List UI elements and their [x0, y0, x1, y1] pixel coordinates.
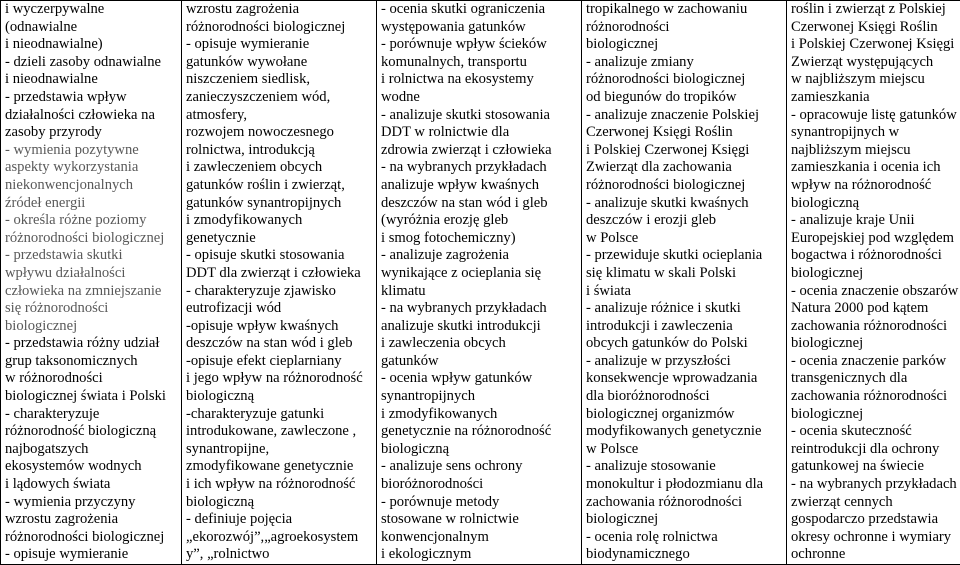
- text-line: grup taksonomicznych: [5, 353, 179, 371]
- text-line: reintrodukcji dla ochrony: [791, 441, 960, 459]
- text-line: gatunków roślin i zwierząt,: [186, 177, 374, 195]
- text-line: i wyczerpywalne: [5, 1, 179, 19]
- text-line: od biegunów do tropików: [586, 89, 784, 107]
- text-line: i nieodnawialne: [5, 71, 179, 89]
- text-line: i świata: [586, 283, 784, 301]
- text-line: introdukcji i zawleczenia: [586, 318, 784, 336]
- text-line: - analizuje kraje Unii: [791, 212, 960, 230]
- text-line: Europejskiej pod względem: [791, 230, 960, 248]
- text-line: - na wybranych przykładach: [381, 300, 579, 318]
- text-line: - porównuje wpływ ścieków: [381, 36, 579, 54]
- text-line: (odnawialne: [5, 19, 179, 37]
- text-line: - przedstawia wpływ: [5, 89, 179, 107]
- text-line: różnorodności biologicznej: [586, 177, 784, 195]
- text-line: wodne: [381, 89, 579, 107]
- text-line: komunalnych, transportu: [381, 54, 579, 72]
- text-line: - analizuje zmiany: [586, 54, 784, 72]
- text-line: DDT dla zwierząt i człowieka: [186, 265, 374, 283]
- text-line: - opisuje wymieranie: [186, 36, 374, 54]
- text-line: różnorodności biologicznej: [5, 529, 179, 547]
- text-line: - porównuje metody: [381, 494, 579, 512]
- text-line: i rolnictwa na ekosystemy: [381, 71, 579, 89]
- text-line: wpływ na różnorodność: [791, 177, 960, 195]
- table-row: [1, 1, 960, 565]
- text-line: i zmodyfikowanych: [381, 406, 579, 424]
- text-line: Zwierząt występujących: [791, 54, 960, 72]
- text-line: Czerwonej Księgi Roślin: [791, 19, 960, 37]
- text-line: niszczeniem siedlisk,: [186, 71, 374, 89]
- text-line: okresy ochronne i wymiary: [791, 529, 960, 547]
- text-line: - ocenia skutki ograniczenia: [381, 1, 579, 19]
- text-line: i zawleczenia obcych: [381, 335, 579, 353]
- text-line: i Polskiej Czerwonej Księgi: [791, 36, 960, 54]
- text-line: i zawleczeniem obcych: [186, 159, 374, 177]
- column-5-cell: [787, 1, 960, 565]
- text-line: deszczów na stan wód i gleb: [381, 195, 579, 213]
- text-line: - charakteryzuje zjawisko: [186, 283, 374, 301]
- text-line: - analizuje zagrożenia: [381, 247, 579, 265]
- text-line: rozwojem nowoczesnego: [186, 124, 374, 142]
- text-line: bioróżnorodności: [381, 476, 579, 494]
- text-line: w różnorodności: [5, 370, 179, 388]
- text-line: biologiczną: [381, 441, 579, 459]
- text-line: genetycznie: [186, 230, 374, 248]
- text-line: konsekwencje wprowadzania: [586, 370, 784, 388]
- text-line: gatunków synantropijnych: [186, 195, 374, 213]
- text-line: gatunków wywołane: [186, 54, 374, 72]
- text-line: biologicznej: [791, 406, 960, 424]
- text-line: - analizuje stosowanie: [586, 458, 784, 476]
- text-line: - analizuje sens ochrony: [381, 458, 579, 476]
- text-line: biologicznej: [586, 511, 784, 529]
- text-line: - opisuje skutki stosowania: [186, 247, 374, 265]
- text-line: zdrowia zwierząt i człowieka: [381, 142, 579, 160]
- text-line: klimatu: [381, 283, 579, 301]
- text-line: biodynamicznego: [586, 546, 784, 564]
- text-line: wzrostu zagrożenia: [5, 511, 179, 529]
- text-line: - na wybranych przykładach: [791, 476, 960, 494]
- text-line: modyfikowanych genetycznie: [586, 423, 784, 441]
- text-line: zwierząt cennych: [791, 494, 960, 512]
- text-line: różnorodności: [586, 19, 784, 37]
- text-line: wzrostu zagrożenia: [186, 1, 374, 19]
- column-2-cell: [182, 1, 377, 565]
- text-line: - analizuje skutki kwaśnych: [586, 195, 784, 213]
- text-line: - ocenia wpływ gatunków: [381, 370, 579, 388]
- text-line: i jego wpływ na różnorodność: [186, 370, 374, 388]
- text-line: różnorodności biologicznej: [5, 230, 179, 248]
- text-line: - ocenia rolę rolnictwa: [586, 529, 784, 547]
- text-line: się różnorodności: [5, 300, 179, 318]
- column-4-cell: [582, 1, 787, 565]
- text-line: działalności człowieka na: [5, 107, 179, 125]
- text-line: zasoby przyrody: [5, 124, 179, 142]
- text-line: - definiuje pojęcia: [186, 511, 374, 529]
- text-line: -opisuje efekt cieplarniany: [186, 353, 374, 371]
- text-line: DDT w rolnictwie dla: [381, 124, 579, 142]
- text-line: bogactwa i różnorodności: [791, 247, 960, 265]
- text-line: zamieszkania i ocenia ich: [791, 159, 960, 177]
- text-line: niekonwencjonalnych: [5, 177, 179, 195]
- text-line: się klimatu w skali Polski: [586, 265, 784, 283]
- text-line: i nieodnawialne): [5, 36, 179, 54]
- text-line: różnorodności biologicznej: [586, 71, 784, 89]
- text-line: gospodarczo przedstawia: [791, 511, 960, 529]
- text-line: - ocenia skuteczność: [791, 423, 960, 441]
- text-line: - ocenia znaczenie parków: [791, 353, 960, 371]
- text-line: biologicznej: [586, 36, 784, 54]
- text-line: analizuje wpływ kwaśnych: [381, 177, 579, 195]
- text-line: - wymienia pozytywne: [5, 142, 179, 160]
- text-line: obcych gatunków do Polski: [586, 335, 784, 353]
- text-line: biologicznej: [791, 265, 960, 283]
- text-line: - na wybranych przykładach: [381, 159, 579, 177]
- text-line: - wymienia przyczyny: [5, 494, 179, 512]
- text-line: dla bioróżnorodności: [586, 388, 784, 406]
- text-line: gatunków: [381, 353, 579, 371]
- text-line: - analizuje skutki stosowania: [381, 107, 579, 125]
- text-line: w Polsce: [586, 230, 784, 248]
- text-line: y”, „rolnictwo: [186, 546, 374, 564]
- text-line: różnorodność biologiczną: [5, 423, 179, 441]
- text-line: biologiczną: [791, 195, 960, 213]
- text-line: Zwierząt dla zachowania: [586, 159, 784, 177]
- text-line: wynikające z ocieplania się: [381, 265, 579, 283]
- text-line: ochronne: [791, 546, 960, 564]
- text-line: - charakteryzuje: [5, 406, 179, 424]
- text-line: - analizuje znaczenie Polskiej: [586, 107, 784, 125]
- text-line: genetycznie na różnorodność: [381, 423, 579, 441]
- text-line: - analizuje różnice i skutki: [586, 300, 784, 318]
- text-line: i zmodyfikowanych: [186, 212, 374, 230]
- text-line: introdukowane, zawleczone ,: [186, 423, 374, 441]
- text-line: biologicznej: [791, 335, 960, 353]
- text-line: zamieszkania: [791, 89, 960, 107]
- text-line: - opisuje wymieranie: [5, 546, 179, 564]
- text-line: -charakteryzuje gatunki: [186, 406, 374, 424]
- text-line: Natura 2000 pod kątem: [791, 300, 960, 318]
- column-3-cell: [377, 1, 582, 565]
- text-line: człowieka na zmniejszanie: [5, 283, 179, 301]
- text-line: źródeł energii: [5, 195, 179, 213]
- column-1-cell: [1, 1, 182, 565]
- text-line: najbogatszych: [5, 441, 179, 459]
- text-line: tropikalnego w zachowaniu: [586, 1, 784, 19]
- text-line: aspekty wykorzystania: [5, 159, 179, 177]
- text-line: - określa różne poziomy: [5, 212, 179, 230]
- text-line: deszczów i erozji gleb: [586, 212, 784, 230]
- text-line: synantropijnych w: [791, 124, 960, 142]
- text-line: zachowania różnorodności: [586, 494, 784, 512]
- text-line: - przewiduje skutki ocieplania: [586, 247, 784, 265]
- text-line: zmodyfikowane genetycznie: [186, 458, 374, 476]
- text-line: i lądowych świata: [5, 476, 179, 494]
- text-line: „ekorozwój”,„agroekosystem: [186, 529, 374, 547]
- text-line: - ocenia znaczenie obszarów: [791, 283, 960, 301]
- text-line: biologiczną: [186, 494, 374, 512]
- text-line: analizuje skutki introdukcji: [381, 318, 579, 336]
- text-line: w najbliższym miejscu: [791, 71, 960, 89]
- text-line: i ekologicznym: [381, 546, 579, 564]
- text-line: - dzieli zasoby odnawialne: [5, 54, 179, 72]
- text-line: różnorodności biologicznej: [186, 19, 374, 37]
- text-line: występowania gatunków: [381, 19, 579, 37]
- text-line: zachowania różnorodności: [791, 388, 960, 406]
- text-line: - przedstawia skutki: [5, 247, 179, 265]
- text-line: zachowania różnorodności: [791, 318, 960, 336]
- text-line: monokultur i płodozmianu dla: [586, 476, 784, 494]
- text-line: gatunkowej na świecie: [791, 458, 960, 476]
- text-line: zanieczyszczeniem wód,: [186, 89, 374, 107]
- text-line: biologicznej organizmów: [586, 406, 784, 424]
- text-line: w Polsce: [586, 441, 784, 459]
- text-line: Czerwonej Księgi Roślin: [586, 124, 784, 142]
- text-line: -opisuje wpływ kwaśnych: [186, 318, 374, 336]
- text-line: deszczów na stan wód i gleb: [186, 335, 374, 353]
- text-line: transgenicznych dla: [791, 370, 960, 388]
- text-line: konwencjonalnym: [381, 529, 579, 547]
- text-line: synantropijnych: [381, 388, 579, 406]
- text-line: eutrofizacji wód: [186, 300, 374, 318]
- text-line: stosowane w rolnictwie: [381, 511, 579, 529]
- text-line: i Polskiej Czerwonej Księgi: [586, 142, 784, 160]
- text-line: i ich wpływ na różnorodność: [186, 476, 374, 494]
- text-line: biologicznej: [5, 318, 179, 336]
- text-line: wpływu działalności: [5, 265, 179, 283]
- text-line: roślin i zwierząt z Polskiej: [791, 1, 960, 19]
- text-line: biologiczną: [186, 388, 374, 406]
- text-line: - analizuje w przyszłości: [586, 353, 784, 371]
- text-line: ekosystemów wodnych: [5, 458, 179, 476]
- text-line: - przedstawia różny udział: [5, 335, 179, 353]
- text-line: - opracowuje listę gatunków: [791, 107, 960, 125]
- text-line: i smog fotochemiczny): [381, 230, 579, 248]
- text-line: synantropijne,: [186, 441, 374, 459]
- text-line: atmosfery,: [186, 107, 374, 125]
- text-line: rolnictwa, introdukcją: [186, 142, 374, 160]
- text-line: najbliższym miejscu: [791, 142, 960, 160]
- text-line: biologicznej świata i Polski: [5, 388, 179, 406]
- text-line: (wyróżnia erozję gleb: [381, 212, 579, 230]
